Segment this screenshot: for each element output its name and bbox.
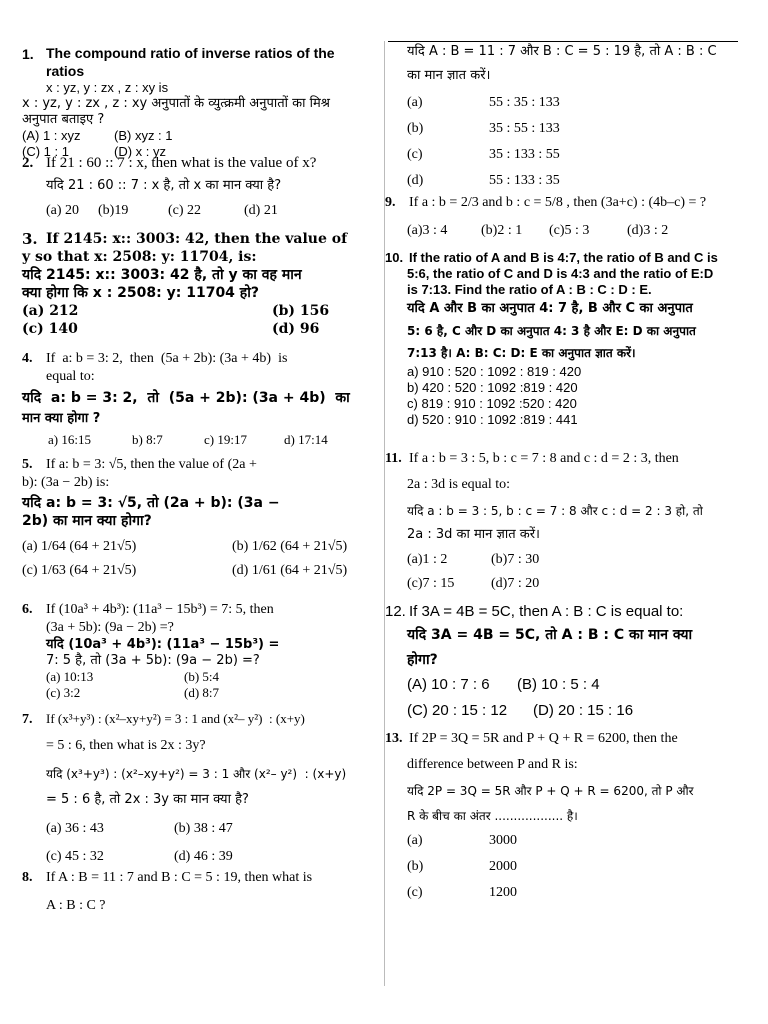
question-13: [385, 730, 735, 910]
question-text-hi: यदि 2P = 3Q = 5R और P + Q + R = 6200, तो P और: [407, 784, 694, 798]
question-text-en: difference between P and R is:: [407, 757, 578, 772]
option-d: (D) 20 : 15 : 16: [533, 702, 634, 719]
question-text-en: = 5 : 6, then what is 2x : 3y?: [46, 738, 206, 753]
option-a: (a)1 : 2: [407, 552, 448, 567]
question-text-hi: यदि a : b = 3 : 5, b : c = 7 : 8 और c : d = 2 : 3 हो, तो: [407, 504, 703, 518]
question-3: [22, 230, 372, 350]
question-7: [22, 711, 372, 869]
question-text-hi: x : yz, y : zx , z : xy अनुपातों के व्युत्क्रमी अनुपातों का मिश्र: [22, 96, 330, 111]
option-b: b) 8:7: [132, 432, 163, 447]
question-text-hi: R के बीच का अंतर .................. है।: [407, 809, 578, 823]
question-text-en: (3a + 5b): (9a − 2b) =?: [46, 620, 174, 635]
question-number: 3.: [22, 230, 38, 248]
option-a: (a) 55 : 35 : 133: [407, 95, 560, 110]
question-text-hi: यदि a: b = 3: 2, तो (5a + 2b): (3a + 4b) का: [22, 390, 350, 406]
option-d: d) 17:14: [284, 432, 328, 447]
option-a: (a) 10:13: [46, 669, 94, 684]
question-8-continued: [407, 44, 735, 194]
question-text-hi: यदि a: b = 3: √5, तो (2a + b): (3a −: [22, 495, 280, 511]
option-a: (A) 1 : xyz: [22, 128, 81, 143]
question-9: [385, 194, 735, 250]
option-d: d) 520 : 910 : 1092 :819 : 441: [407, 412, 578, 427]
option-a: (a)3 : 4: [407, 223, 448, 238]
question-number: 9.: [385, 195, 396, 210]
question-text-en: If 2145: x:: 3003: 42, then the value of: [46, 231, 348, 247]
left-column: [22, 44, 372, 929]
option-d: (d) 21: [244, 203, 278, 218]
question-11: [385, 450, 735, 602]
question-text-hi: यदि A : B = 11 : 7 और B : C = 5 : 19 है, तो A : B : C: [407, 44, 717, 59]
question-6: [22, 601, 372, 711]
question-text-en: A : B : C ?: [46, 898, 106, 913]
option-c: (C) 1 : 1: [22, 144, 69, 159]
option-c: (c) 1200: [407, 885, 517, 900]
question-text-en: If a: b = 3: √5, then the value of (2a +: [46, 457, 257, 472]
question-text-en: is 7:13. Find the ratio of A : B : C : D : E.: [407, 282, 652, 297]
question-number: 13.: [385, 731, 403, 746]
question-text-hi: 5: 6 है, C और D का अनुपात 4: 3 है और E: D का अनुपात: [407, 324, 696, 338]
option-c: (c)5 : 3: [549, 223, 590, 238]
question-number: 2.: [22, 155, 34, 171]
question-number: 1.: [22, 46, 34, 62]
question-text-hi: क्या होगा कि x : 2508: y: 11704 हो?: [22, 285, 259, 301]
question-text-en: If (10a³ + 4b³): (11a³ − 15b³) = 7: 5, then: [46, 602, 274, 617]
question-text-hi: अनुपात बताइए ?: [22, 112, 105, 127]
question-text-hi: मान क्या होगा ?: [22, 411, 101, 426]
question-1: [22, 44, 372, 159]
option-d: (D) x : yz: [114, 144, 166, 159]
option-a: (A) 10 : 7 : 6: [407, 676, 490, 693]
option-b: (B) 10 : 5 : 4: [517, 676, 600, 693]
option-a: (a) 1/64 (64 + 21√5): [22, 539, 137, 554]
question-10: [385, 250, 735, 450]
option-b: (b) 38 : 47: [174, 821, 233, 836]
question-text-hi: यदि 3A = 4B = 5C, तो A : B : C का मान क्या: [407, 627, 693, 643]
question-text-hi: 2a : 3d का मान ज्ञात करें।: [407, 527, 540, 542]
question-number: 10.: [385, 250, 404, 265]
option-b: (b) 35 : 55 : 133: [407, 121, 560, 136]
option-b: (B) xyz : 1: [114, 128, 173, 143]
question-text-en: 5:6, the ratio of C and D is 4:3 and the ratio of E:D: [407, 266, 714, 281]
question-number: 8.: [22, 870, 33, 885]
question-5: [22, 456, 372, 601]
option-b: (b)2 : 1: [481, 223, 523, 238]
question-text-hi: यदि A और B का अनुपात 4: 7 है, B और C का अनुपात: [407, 301, 693, 316]
option-a: a) 910 : 520 : 1092 : 819 : 420: [407, 364, 582, 379]
option-c: (C) 20 : 15 : 12: [407, 702, 508, 719]
option-d: (d)3 : 2: [627, 223, 669, 238]
question-text-en: If 3A = 4B = 5C, then A : B : C is equal to:: [409, 603, 684, 620]
option-b: (b) 5:4: [184, 669, 220, 684]
question-text-en: 2a : 3d is equal to:: [407, 477, 511, 492]
option-d: (d) 46 : 39: [174, 849, 233, 864]
option-a: (a) 3000: [407, 833, 517, 848]
option-d: (d) 55 : 133 : 35: [407, 173, 560, 188]
question-4: [22, 350, 372, 456]
option-d: (d) 96: [272, 321, 320, 337]
top-rule: [388, 41, 738, 42]
option-b: b) 420 : 520 : 1092 :819 : 420: [407, 380, 578, 395]
option-c: (c) 35 : 133 : 55: [407, 147, 560, 162]
question-text-en: y so that x: 2508: y: 11704, is:: [22, 249, 257, 265]
question-text-en: If (x³+y³) : (x²–xy+y²) = 3 : 1 and (x²– y²) : (x+y): [46, 711, 305, 726]
question-text-hi: यदि 2145: x:: 3003: 42 है, तो y का वह मान: [22, 267, 302, 283]
option-c: (c) 22: [168, 203, 202, 218]
question-text-hi: 7:13 है। A: B: C: D: E का अनुपात ज्ञात करें।: [407, 346, 636, 360]
question-number: 11.: [385, 451, 402, 466]
question-text-en: If a: b = 3: 2, then (5a + 2b): (3a + 4b) is: [46, 351, 288, 366]
question-text-hi: यदि 21 : 60 :: 7 : x है, तो x का मान क्या है?: [46, 178, 282, 193]
option-a: (a) 36 : 43: [46, 821, 104, 836]
option-c: (c) 45 : 32: [46, 849, 104, 864]
question-text-hi: यदि (10a³ + 4b³): (11a³ − 15b³) =: [46, 637, 280, 652]
option-c: (c) 3:2: [46, 685, 81, 700]
question-12: [385, 602, 735, 730]
question-number: 7.: [22, 712, 33, 727]
question-text-hi: यदि (x³+y³) : (x²–xy+y²) = 3 : 1 और (x²– y²) : (x+y): [46, 767, 347, 781]
option-d: (d)7 : 20: [491, 576, 540, 591]
question-number: 6.: [22, 602, 33, 617]
option-b: (b)19: [98, 203, 129, 218]
question-text-en: b): (3a − 2b) is:: [22, 475, 110, 490]
option-b: (b) 2000: [407, 859, 517, 874]
question-text-hi: 7: 5 है, तो (3a + 5b): (9a − 2b) =?: [46, 653, 260, 668]
question-text-en: If the ratio of A and B is 4:7, the ratio of B and C is: [409, 250, 718, 265]
option-d: (d) 8:7: [184, 685, 220, 700]
question-text-hi: = 5 : 6 है, तो 2x : 3y का मान क्या है?: [46, 792, 249, 807]
question-number: 5.: [22, 457, 33, 472]
question-text-en: The compound ratio of inverse ratios of the ratios: [46, 45, 335, 79]
option-c: (c)7 : 15: [407, 576, 455, 591]
question-2: [22, 154, 372, 230]
option-a: (a) 212: [22, 303, 79, 319]
option-c: c) 19:17: [204, 432, 247, 447]
question-text-en: If a : b = 3 : 5, b : c = 7 : 8 and c : d = 2 : 3, then: [409, 451, 679, 466]
question-text-hi: होगा?: [407, 652, 438, 668]
question-8: [22, 869, 372, 929]
question-text-en: If 2P = 3Q = 5R and P + Q + R = 6200, then the: [409, 731, 678, 746]
question-text-en: If a : b = 2/3 and b : c = 5/8 , then (3a+c) : (4b–c) = ?: [409, 195, 707, 210]
question-text-hi: का मान ज्ञात करें।: [407, 68, 491, 83]
option-c: (c) 1/63 (64 + 21√5): [22, 563, 137, 578]
option-b: (b) 156: [272, 303, 330, 319]
question-text-en: equal to:: [46, 369, 95, 384]
option-c: (c) 140: [22, 321, 78, 337]
option-b: (b)7 : 30: [491, 552, 540, 567]
question-text-hi: 2b) का मान क्या होगा?: [22, 513, 152, 529]
right-column: [385, 44, 735, 910]
question-text-en: x : yz, y : zx , z : xy is: [46, 80, 169, 95]
option-a: (a) 20: [46, 203, 80, 218]
option-d: (d) 1/61 (64 + 21√5): [232, 563, 348, 578]
question-number: 4.: [22, 351, 33, 366]
option-b: (b) 1/62 (64 + 21√5): [232, 539, 348, 554]
question-text-en: If A : B = 11 : 7 and B : C = 5 : 19, then what is: [46, 870, 313, 885]
question-number: 12.: [385, 603, 406, 620]
option-a: a) 16:15: [48, 432, 91, 447]
question-text-en: If 21 : 60 :: 7 : x, then what is the value of x?: [46, 155, 317, 171]
option-c: c) 819 : 910 : 1092 :520 : 420: [407, 396, 577, 411]
